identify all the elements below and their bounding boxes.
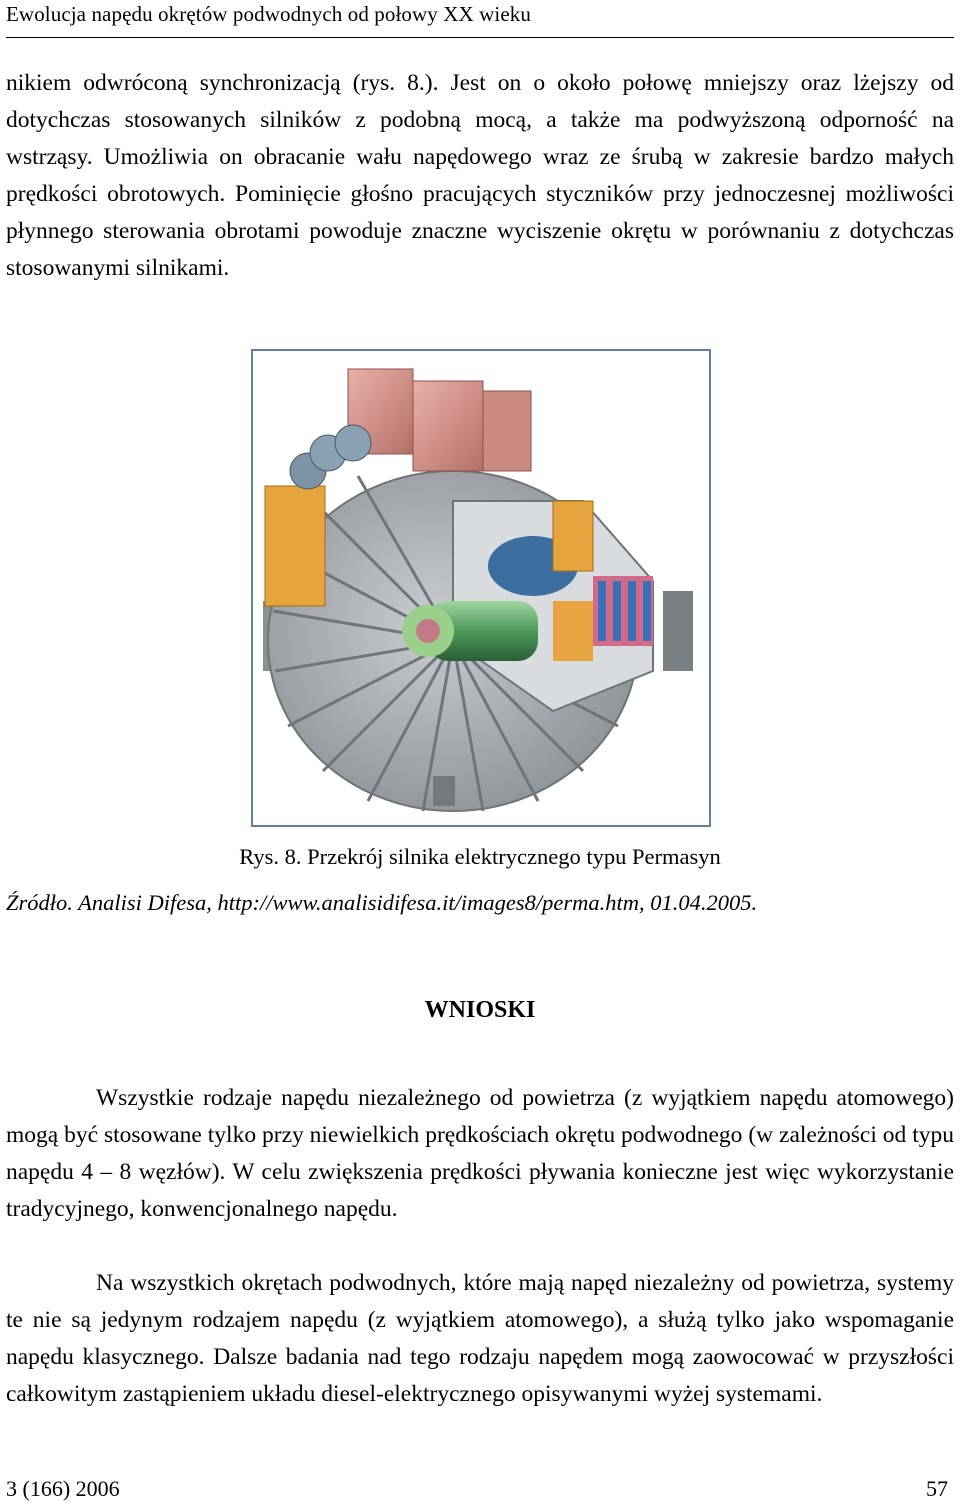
conclusions-paragraph-2: Na wszystkich okrętach podwodnych, które mają napęd niezależny od powietrza, systemy te nie są jedynym rodzajem napędu (z wyjątkiem atomowego), a służą tylko jako wspomaganie napędu klasycznego. Dalsze badania nad tego rodzaju napędem mogą zaowocować w przyszłości całkowitym zastąpieniem układu diesel-elektrycznego opisywanymi wyżej systemami. (6, 1270, 954, 1407)
mount-foot-bottom (433, 776, 455, 806)
conclusions-paragraph-1: Wszystkie rodzaje napędu niezależnego od powietrza (z wyjątkiem napędu atomowego) mogą być stosowane tylko przy niewielkich prędkościach okrętu podwodnego (w zależności od typu napędu 4 – 8 węzłów). W celu zwiększenia prędkości pływania konieczne jest więc wykorzystanie tradycyjnego, konwencjonalnego napędu. (6, 1085, 954, 1222)
electronics-box-3 (483, 391, 531, 471)
permasyn-motor-illustration (253, 351, 709, 825)
running-header (6, 0, 954, 38)
issue-number: 3 (166) 2006 (6, 1476, 120, 1501)
electronics-box-2 (413, 381, 483, 471)
page-number: 57 (926, 1476, 948, 1501)
permanent-magnet-block (553, 601, 593, 661)
mount-foot-right (663, 591, 693, 671)
section-heading: WNIOSKI (424, 997, 536, 1023)
terminal-box-left (265, 486, 325, 606)
body-paragraph-1: nikiem odwróconą synchronizacją (rys. 8.). Jest on o około połowę mniejszy oraz lżejszy od dotychczas stosowanych silników z podobną mocą, a także ma podwyższoną odporność na wstrząsy. Umożliwia on obracanie wału napędowego wraz ze śrubą w zakresie bardzo małych prędkości obrotowych. Pominięcie głośno pracujących styczników przy jednoczesnej możliwości płynnego sterowania obrotami powoduje znaczne wyciszenie okrętu w porównaniu z dotychczas stosowanymi silnikami. (6, 70, 954, 281)
motor-cross-section-figure (251, 349, 711, 827)
figure-source: Źródło. Analisi Difesa, http://www.analisidifesa.it/images8/perma.htm, 01.04.2005. (6, 890, 758, 915)
header-title: Ewolucja napędu okrętów podwodnych od połowy XX wieku (6, 2, 531, 26)
figure-caption: Rys. 8. Przekrój silnika elektrycznego typu Permasyn (239, 844, 721, 869)
terminal-box-right (553, 501, 593, 571)
